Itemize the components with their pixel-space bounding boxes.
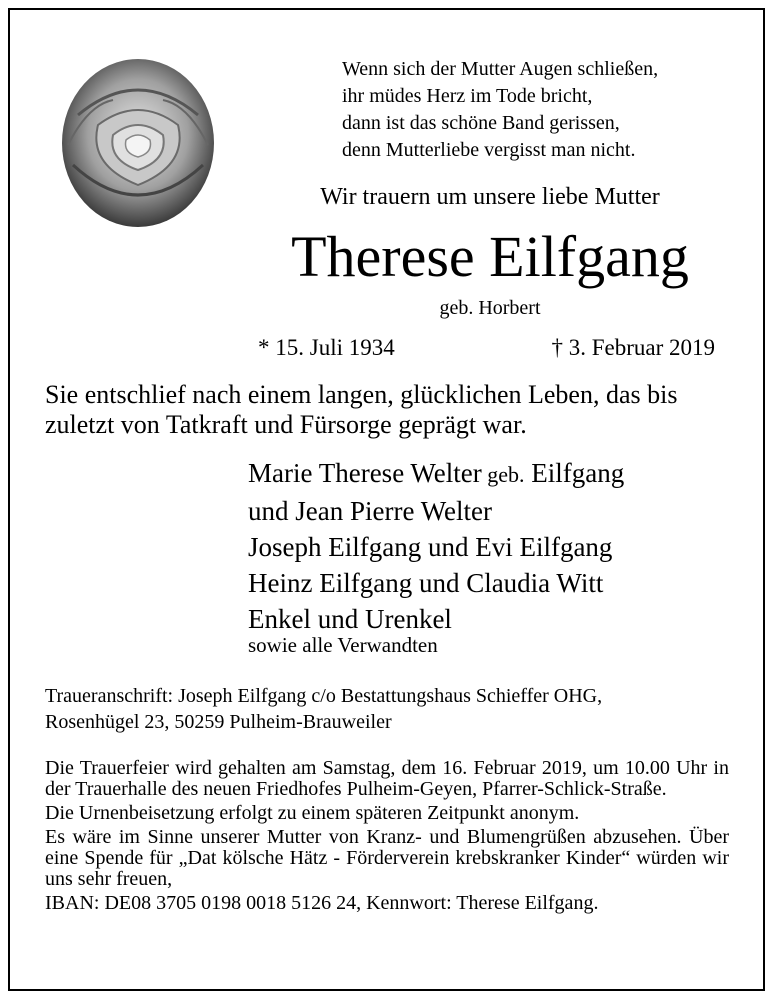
mourner-line	[248, 455, 624, 493]
poem-line: denn Mutterliebe vergisst man nicht.	[342, 139, 636, 161]
address-line: Rosenhügel 23, 50259 Pulheim-Brauweiler	[45, 711, 392, 733]
mourner-maiden: Eilfgang	[524, 458, 625, 488]
mourner-line: Joseph Eilfgang und Evi Eilfgang	[248, 532, 613, 562]
mourning-address	[45, 683, 725, 735]
ceremony-info	[45, 758, 729, 917]
address-line: Traueranschrift: Joseph Eilfgang c/o Bestattungshaus Schieffer OHG,	[45, 685, 603, 707]
relatives-line: sowie alle Verwandten	[248, 633, 438, 657]
mourner-line: Enkel und Urenkel	[248, 604, 452, 634]
intro-line: Wir trauern um unsere liebe Mutter	[320, 184, 660, 210]
statement: Sie entschlief nach einem langen, glücklichen Leben, das bis zuletzt von Tatkraft und Fürsorge geprägt war.	[45, 380, 678, 439]
info-paragraph: Die Trauerfeier wird gehalten am Samstag, dem 16. Februar 2019, um 10.00 Uhr in der Trauerhalle des neuen Friedhofes Pulheim-Geyen, Pfarrer-Schlick-Straße.	[45, 757, 729, 800]
info-paragraph: IBAN: DE08 3705 0198 0018 5126 24, Kennwort: Therese Eilfgang.	[45, 892, 599, 914]
poem-line: Wenn sich der Mutter Augen schließen,	[342, 58, 659, 80]
poem-line: dann ist das schöne Band gerissen,	[342, 112, 620, 134]
rose-image	[58, 55, 218, 230]
mourners-list	[248, 455, 624, 637]
birth-date: * 15. Juli 1934	[258, 335, 395, 360]
mourner-line: Heinz Eilfgang und Claudia Witt	[248, 568, 604, 598]
death-date: † 3. Februar 2019	[551, 335, 715, 360]
birth-name: geb. Horbert	[439, 297, 541, 319]
deceased-name: Therese Eilfgang	[291, 224, 689, 289]
mourner-name: Marie Therese Welter	[248, 458, 482, 488]
poem-line: ihr müdes Herz im Tode bricht,	[342, 85, 593, 107]
info-paragraph: Es wäre im Sinne unserer Mutter von Kranz- und Blumengrüßen abzusehen. Über eine Spende für „Dat kölsche Hätz - Förderverein krebskranker Kinder“ würden wir uns sehr freuen,	[45, 826, 729, 890]
poem	[342, 56, 658, 164]
info-paragraph: Die Urnenbeisetzung erfolgt zu einem späteren Zeitpunkt anonym.	[45, 802, 580, 824]
mourner-geb: geb.	[481, 462, 525, 487]
mourner-line: und Jean Pierre Welter	[248, 496, 492, 526]
